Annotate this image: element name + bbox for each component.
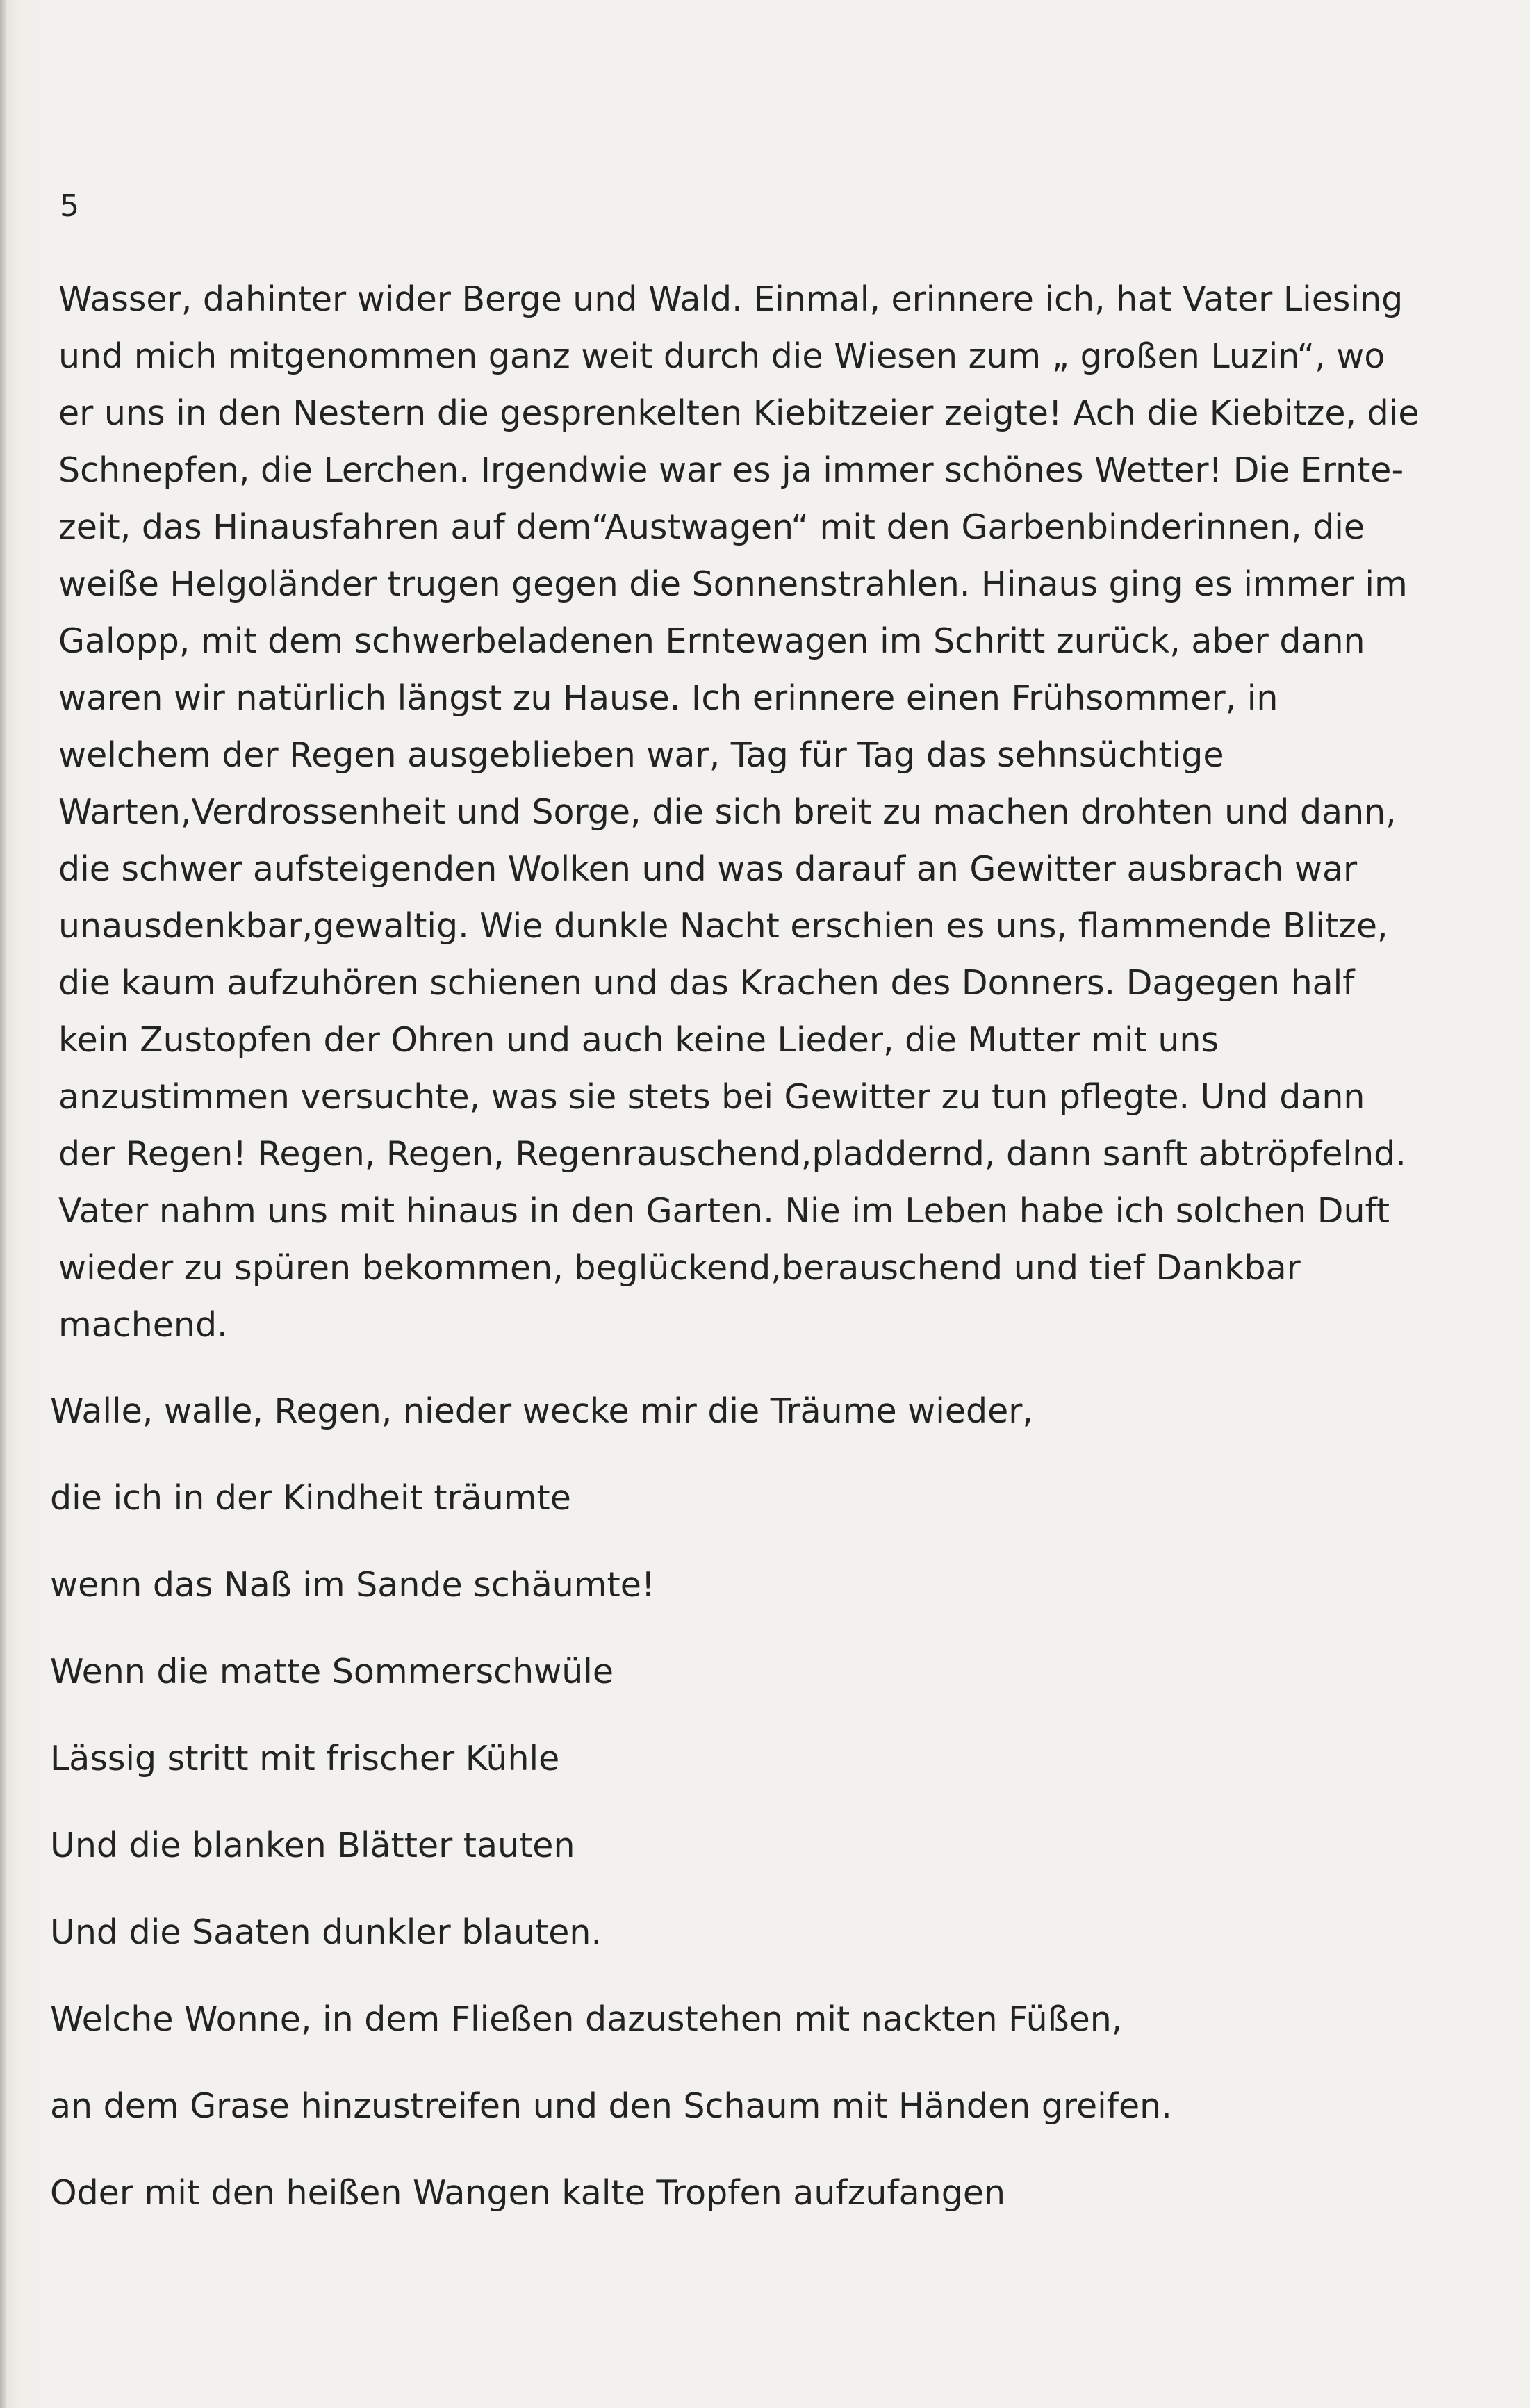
verse-line: Walle, walle, Regen, nieder wecke mir die Träume wieder, bbox=[50, 1391, 1033, 1431]
prose-line: anzustimmen versuchte, was sie stets bei Gewitter zu tun pflegte. Und dann bbox=[58, 1077, 1365, 1117]
prose-line: Schnepfen, die Lerchen. Irgendwie war es ja immer schönes Wetter! Die Ernte- bbox=[58, 450, 1404, 490]
verse-line: wenn das Naß im Sande schäumte! bbox=[50, 1565, 655, 1605]
prose-line: Vater nahm uns mit hinaus in den Garten. Nie im Leben habe ich solchen Duft bbox=[58, 1191, 1390, 1231]
verse-line: Und die blanken Blätter tauten bbox=[50, 1826, 575, 1865]
prose-line: der Regen! Regen, Regen, Regenrauschend,pladdernd, dann sanft abtröpfelnd. bbox=[58, 1134, 1406, 1174]
verse-line: Wenn die matte Sommerschwüle bbox=[50, 1652, 614, 1692]
page-number: 5 bbox=[60, 188, 79, 224]
verse-line: Oder mit den heißen Wangen kalte Tropfen aufzufangen bbox=[50, 2173, 1006, 2213]
prose-line: die schwer aufsteigenden Wolken und was darauf an Gewitter ausbrach war bbox=[58, 849, 1358, 889]
verse-line: die ich in der Kindheit träumte bbox=[50, 1478, 571, 1518]
page-edge-shadow bbox=[0, 0, 6, 2408]
prose-line: unausdenkbar,gewaltig. Wie dunkle Nacht erschien es uns, flammende Blitze, bbox=[58, 906, 1388, 946]
prose-line: machend. bbox=[58, 1305, 228, 1345]
verse-line: Und die Saaten dunkler blauten. bbox=[50, 1913, 602, 1952]
prose-line: er uns in den Nestern die gesprenkelten Kiebitzeier zeigte! Ach die Kiebitze, die bbox=[58, 393, 1420, 433]
prose-line: kein Zustopfen der Ohren und auch keine Lieder, die Mutter mit uns bbox=[58, 1020, 1219, 1060]
poem bbox=[50, 1383, 1356, 2252]
prose-paragraph bbox=[58, 271, 1420, 1354]
prose-line: Galopp, mit dem schwerbeladenen Erntewagen im Schritt zurück, aber dann bbox=[58, 621, 1365, 661]
prose-line: waren wir natürlich längst zu Hause. Ich erinnere einen Frühsommer, in bbox=[58, 678, 1278, 718]
prose-line: zeit, das Hinausfahren auf dem“Austwagen“ mit den Garbenbinderinnen, die bbox=[58, 507, 1365, 547]
prose-line: wieder zu spüren bekommen, beglückend,berauschend und tief Dankbar bbox=[58, 1248, 1301, 1288]
prose-line: weiße Helgoländer trugen gegen die Sonnenstrahlen. Hinaus ging es immer im bbox=[58, 564, 1408, 604]
verse-line: Welche Wonne, in dem Fließen dazustehen mit nackten Füßen, bbox=[50, 1999, 1123, 2039]
prose-line: Warten,Verdrossenheit und Sorge, die sich breit zu machen drohten und dann, bbox=[58, 792, 1397, 832]
verse-line: Lässig stritt mit frischer Kühle bbox=[50, 1739, 560, 1778]
prose-line: welchem der Regen ausgeblieben war, Tag für Tag das sehnsüchtige bbox=[58, 735, 1224, 775]
prose-line: und mich mitgenommen ganz weit durch die Wiesen zum „ großen Luzin“, wo bbox=[58, 336, 1385, 376]
prose-line: die kaum aufzuhören schienen und das Krachen des Donners. Dagegen half bbox=[58, 963, 1355, 1003]
verse-line: an dem Grase hinzustreifen und den Schaum mit Händen greifen. bbox=[50, 2086, 1172, 2126]
prose-line: Wasser, dahinter wider Berge und Wald. Einmal, erinnere ich, hat Vater Liesing bbox=[58, 279, 1404, 319]
